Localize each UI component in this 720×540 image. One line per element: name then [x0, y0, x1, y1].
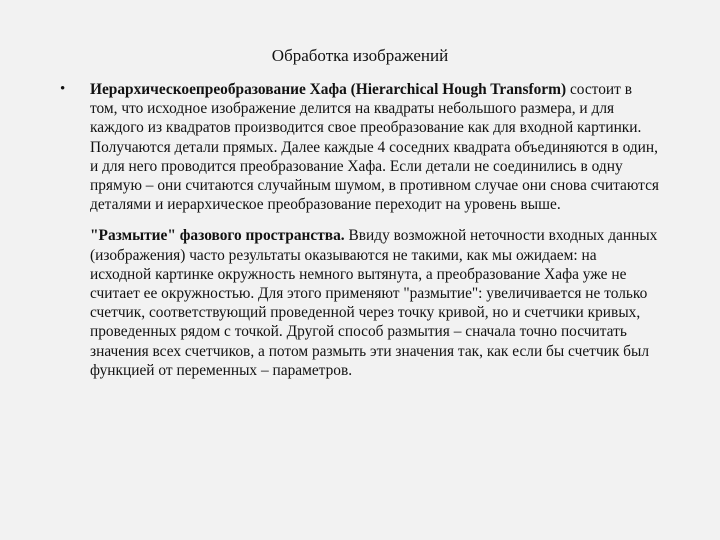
slide-body — [90, 80, 660, 392]
paragraph-hierarchical-hough — [90, 80, 660, 214]
slide-title: Обработка изображений — [271, 46, 449, 65]
bullet-marker: • — [60, 81, 66, 97]
paragraph-lead: Иерархическоепреобразование Хафа (Hierarchical Hough Transform) — [90, 81, 567, 98]
paragraph-text: состоит в том, что исходное изображение делится на квадраты небольшого размера, и для каждого из квадратов производится свое преобразование как для входной картинки. Получаются детали прямых. Далее каждые 4 соседних квадрата объединяются в один, и для него проводится преобразование Хафа. Если детали не соединились в одну прямую – они считаются случайным шумом, в противном случае они снова считаются деталями и иерархическое преобразование переходит на уровень выше. — [90, 81, 659, 214]
paragraph-phase-space-blur — [90, 226, 660, 380]
paragraph-text: Ввиду возможной неточности входных данных (изображения) часто результаты оказываются не такими, как мы ожидаем: на исходной картинке окружность немного вытянута, а преобразование Хафа уже не считает ее окружностью. Для этого применяют "размытие": увеличивается не только счетчик, соответствующий проведенной через точку кривой, но и счетчики кривых, проведенных рядом с точкой. Другой способ размытия – сначала точно посчитать значения всех счетчиков, а потом размыть эти значения так, как если бы счетчик был функцией от переменных – параметров. — [90, 227, 658, 379]
paragraph-lead: "Размытие" фазового пространства. — [90, 227, 345, 245]
